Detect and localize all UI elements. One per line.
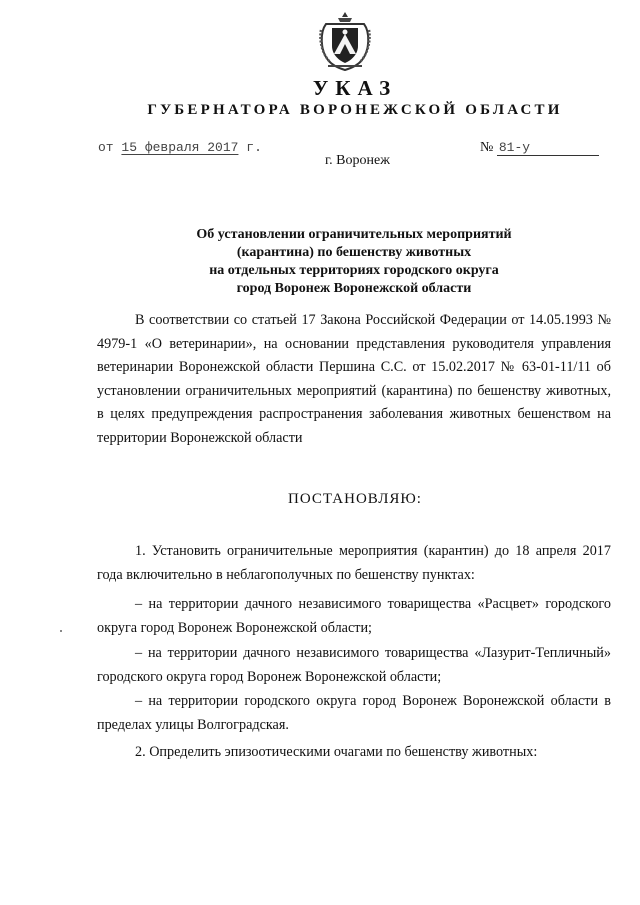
date-suffix: г.	[246, 140, 262, 155]
document-type: УКАЗ	[312, 76, 398, 100]
issuer-title: ГУБЕРНАТОРА ВОРОНЕЖСКОЙ ОБЛАСТИ	[147, 102, 563, 118]
coat-of-arms-icon	[318, 10, 372, 72]
decree-subject	[150, 226, 558, 298]
item-1: 1. Установить ограничительные мероприятия (карантин) до 18 апреля 2017 года включительно в неблагополучных по бешенству пунктах:	[97, 543, 611, 583]
preamble-paragraph: В соответствии со статьей 17 Закона Российской Федерации от 14.05.1993 № 4979-1 «О ветеринарии», на основании представления руководителя управления ветеринарии Воронежской области Першина С.С. от 15.02.2017 № 63-01-11/11 об установлении ограничительных мероприятий (карантина) по бешенству животных, в целях предупреждения распространения заболевания животных бешенством на территории Воронежской области	[97, 312, 611, 446]
decree-word: ПОСТАНОВЛЯЮ:	[288, 491, 422, 507]
scan-mark	[60, 630, 62, 632]
date-prefix: от	[98, 140, 114, 155]
city: г. Воронеж	[325, 153, 390, 168]
subject-line: город Воронеж Воронежской области	[236, 281, 472, 296]
decree-number	[480, 140, 599, 156]
subject-line: (карантина) по бешенству животных	[236, 245, 472, 260]
item-1-sub-lazurit: – на территории дачного независимого товарищества «Лазурит-Тепличный» городского округа город Воронеж Воронежской области;	[97, 645, 611, 685]
number-value: 81-у	[497, 140, 599, 156]
decree-date	[98, 140, 262, 155]
item-2: 2. Определить эпизоотическими очагами по бешенству животных:	[135, 744, 538, 760]
item-1-sub-rastsvet: – на территории дачного независимого товарищества «Расцвет» городского округа город Воронеж Воронежской области;	[97, 596, 611, 636]
date-value: 15 февраля 2017	[121, 140, 239, 155]
subject-line: Об установлении ограничительных мероприятий	[196, 227, 512, 242]
subject-line: на отдельных территориях городского округа	[209, 263, 499, 278]
number-prefix: №	[480, 140, 494, 155]
item-1-sub-volgogradskaya: – на территории городского округа город Воронеж Воронежской области в пределах улицы Волгоградская.	[97, 693, 611, 733]
